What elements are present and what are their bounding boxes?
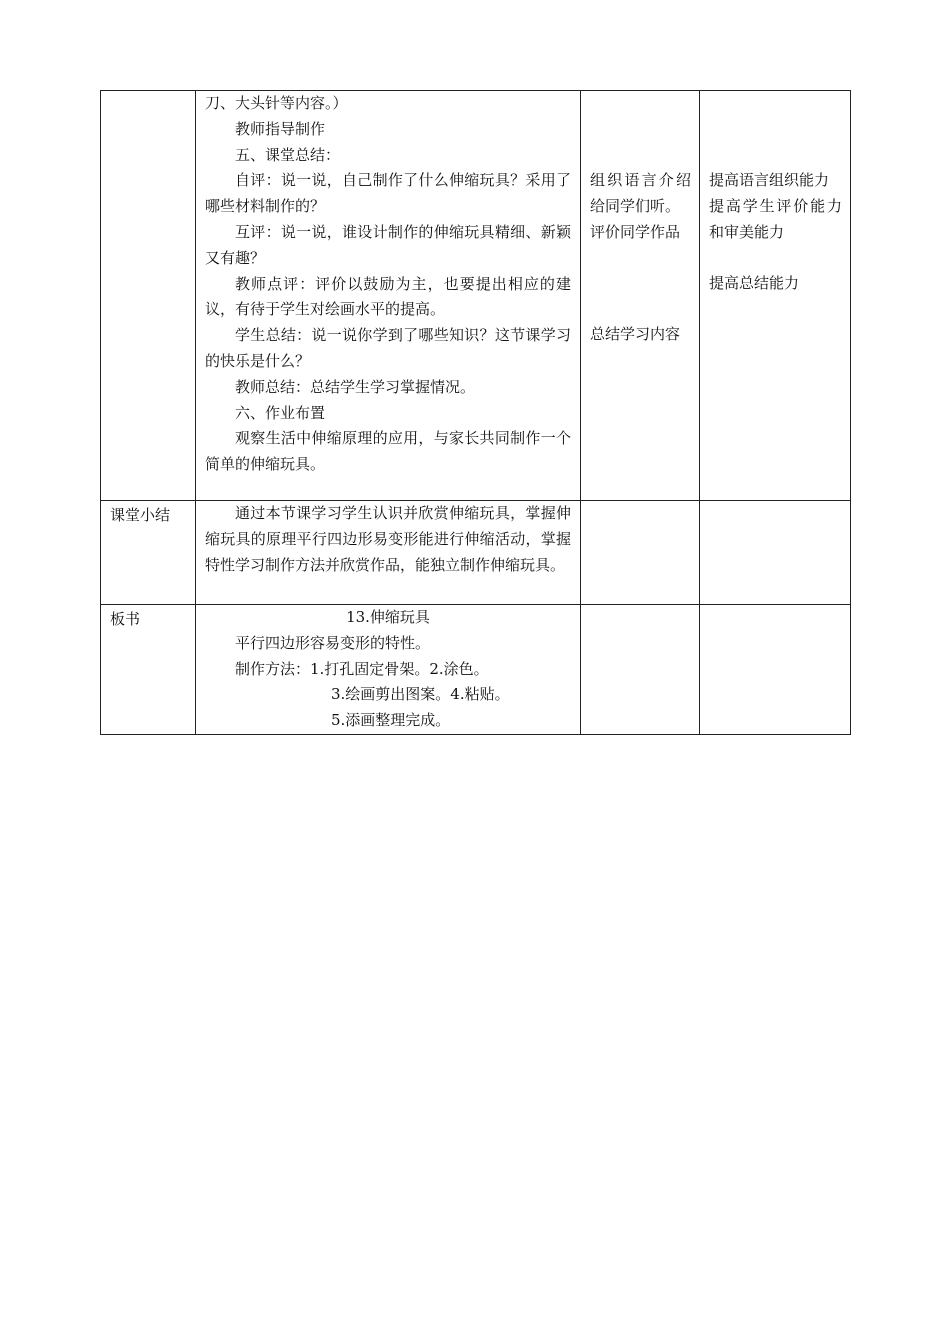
summary-empty-cell-4 <box>700 501 851 605</box>
lesson-plan-table <box>100 90 851 735</box>
design-intent-3: 提高总结能力 <box>709 274 800 293</box>
content-line: 学生总结：说一说你学到了哪些知识？这节课学习的快乐是什么？ <box>205 326 571 370</box>
board-line: 平行四边形容易变形的特性。 <box>235 633 431 652</box>
content-line: 观察生活中伸缩原理的应用，与家长共同制作一个简单的伸缩玩具。 <box>205 429 571 474</box>
content-line: 刀、大头针等内容。） <box>205 94 348 112</box>
content-line: 互评：说一说，谁设计制作的伸缩玩具精细、新颖又有趣？ <box>205 222 571 267</box>
student-activity-3: 总结学习内容 <box>590 325 681 344</box>
board-line: 5.添画整理完成。 <box>331 711 451 730</box>
summary-empty-cell-3 <box>581 501 700 605</box>
board-row <box>101 605 851 735</box>
content-line: 六、作业布置 <box>235 403 326 422</box>
design-intent-cell <box>700 91 851 501</box>
process-row <box>101 91 851 501</box>
process-content-cell <box>196 91 581 501</box>
content-line: 自评：说一说，自己制作了什么伸缩玩具？采用了哪些材料制作的？ <box>205 171 571 216</box>
design-intent-2: 提高学生评价能力和审美能力 <box>709 196 842 241</box>
board-title: 13.伸缩玩具 <box>346 608 430 626</box>
board-line: 3.绘画剪出图案。4.粘贴。 <box>331 685 510 704</box>
board-line: 制作方法：1.打孔固定骨架。2.涂色。 <box>235 659 489 678</box>
summary-row <box>101 501 851 605</box>
process-label-cell <box>101 91 196 501</box>
board-content-cell <box>196 605 581 735</box>
board-empty-cell-3 <box>581 605 700 735</box>
student-activity-1: 组织语言介绍给同学们听。 <box>590 171 691 215</box>
content-line: 教师点评：评价以鼓励为主，也要提出相应的建议，有待于学生对绘画水平的提高。 <box>205 274 571 319</box>
board-empty-cell-4 <box>700 605 851 735</box>
content-line: 教师总结：总结学生学习掌握情况。 <box>235 377 476 396</box>
student-activity-cell <box>581 91 700 501</box>
summary-content-cell <box>196 501 581 605</box>
summary-text: 通过本节课学习学生认识并欣赏伸缩玩具，掌握伸缩玩具的原理平行四边形易变形能进行伸缩活动，掌握特性学习制作方法并欣赏作品，能独立制作伸缩玩具。 <box>205 504 571 574</box>
content-line: 五、课堂总结： <box>235 145 341 164</box>
student-activity-2: 评价同学作品 <box>590 222 681 241</box>
board-label: 板书 <box>101 605 196 735</box>
content-line: 教师指导制作 <box>235 119 326 138</box>
design-intent-1: 提高语言组织能力 <box>709 171 830 189</box>
summary-label: 课堂小结 <box>101 501 196 605</box>
